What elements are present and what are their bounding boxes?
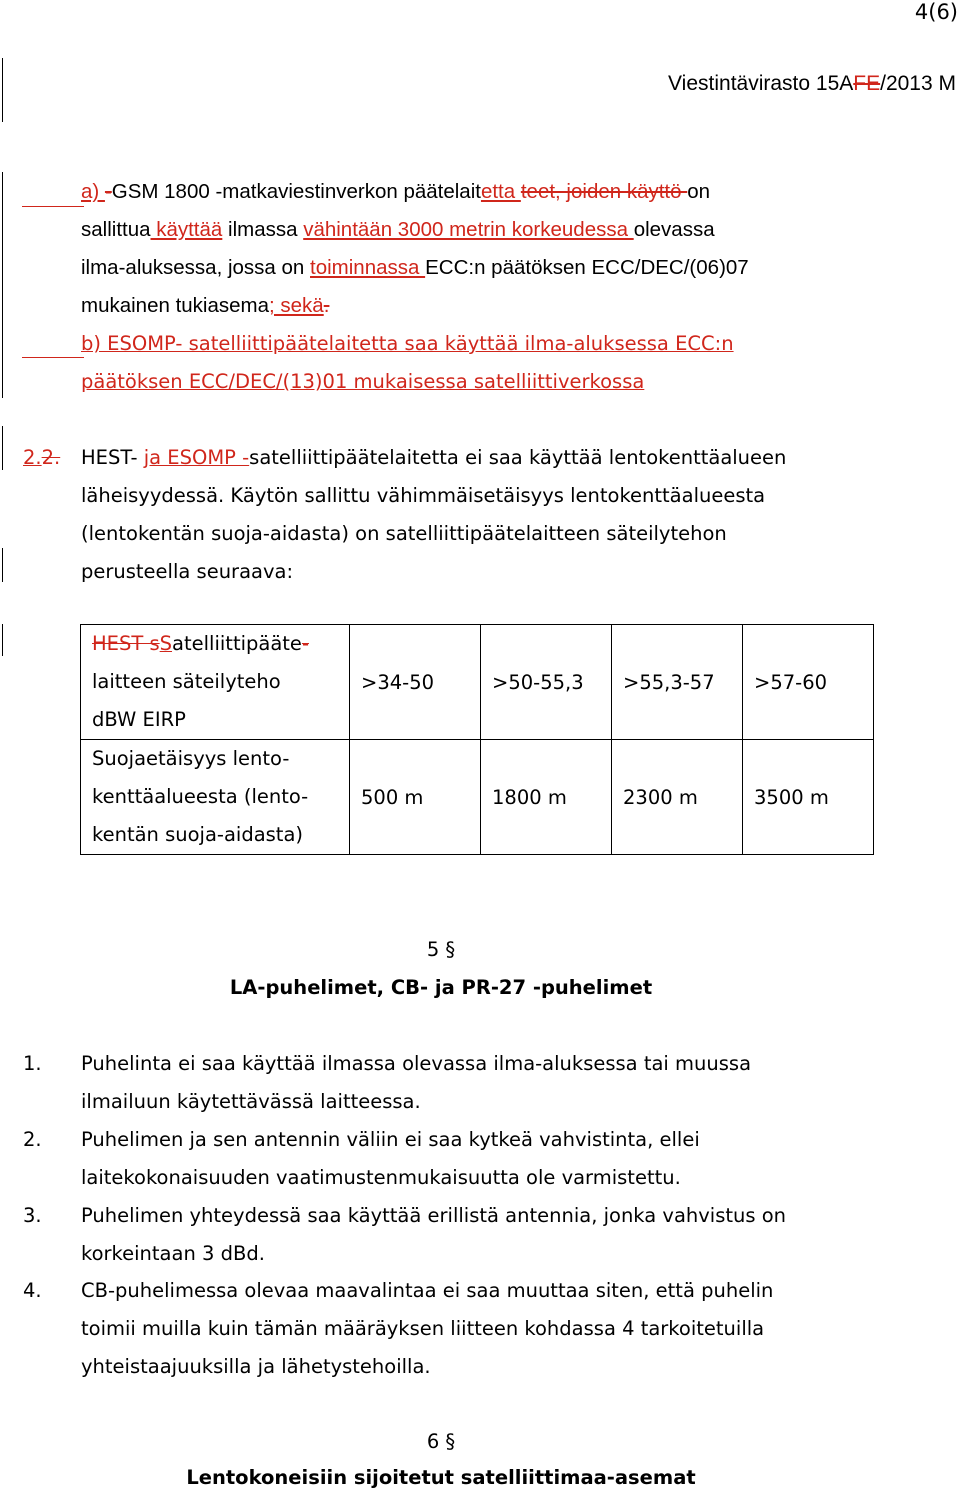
table-row <box>81 740 874 855</box>
list-item-line: Puhelinta ei saa käyttää ilmassa olevassa ilma-aluksessa tai muussa <box>81 1052 752 1075</box>
section-6-number: 6 § <box>426 1430 456 1453</box>
page-number: 4(6) <box>914 0 958 24</box>
section-5-title: LA-puhelimet, CB- ja PR-27 -puhelimet <box>229 976 653 999</box>
paragraph-2-line-4: perusteella seuraava: <box>81 560 294 583</box>
list-item-line: ilmailuun käytettävässä laitteessa. <box>81 1090 421 1113</box>
table-cell: 1800 m <box>481 740 612 855</box>
table-header-distance: Suojaetäisyys lento- kenttäalueesta (lento- kentän suoja-aidasta) <box>81 740 350 855</box>
list-item-line: Puhelimen yhteydessä saa käyttää erillistä antennia, jonka vahvistus on <box>81 1204 787 1227</box>
paragraph-2-line-2: läheisyydessä. Käytön sallittu vähimmäisetäisyys lentokenttäalueesta <box>81 484 766 507</box>
table-header-power: HEST sSatelliittipääte- laitteen säteilyteho dBW EIRP <box>81 625 350 740</box>
section-5-number: 5 § <box>426 938 456 961</box>
list-item-number: 1. <box>23 1052 42 1075</box>
section-6-title: Lentokoneisiin sijoitetut satelliittimaa-asemat <box>186 1466 696 1489</box>
change-bar <box>2 624 3 656</box>
insertion-underline <box>22 206 84 207</box>
table-cell: >55,3-57 <box>612 625 743 740</box>
document-reference: Viestintävirasto 15AFE/2013 M <box>668 72 956 95</box>
insertion-underline <box>22 357 84 358</box>
table-cell: >34-50 <box>350 625 481 740</box>
list-item-number: 4. <box>23 1279 42 1302</box>
item-a-line-2: sallittua käyttää ilmassa vähintään 3000 metrin korkeudessa olevassa <box>81 218 715 241</box>
table-cell: 3500 m <box>743 740 874 855</box>
paragraph-2-line-3: (lentokentän suoja-aidasta) on satelliittipäätelaitteen säteilytehon <box>81 522 727 545</box>
paragraph-number: 2.2. <box>23 446 61 469</box>
table-cell: >57-60 <box>743 625 874 740</box>
item-b-line-1: b) ESOMP- satelliittipäätelaitetta saa käyttää ilma-aluksessa ECC:n <box>81 332 734 355</box>
table-cell: 500 m <box>350 740 481 855</box>
item-a-line-3: ilma-aluksessa, jossa on toiminnassa ECC:n päätöksen ECC/DEC/(06)07 <box>81 256 749 279</box>
list-item-line: laitekokonaisuuden vaatimustenmukaisuutta ole varmistettu. <box>81 1166 681 1189</box>
item-b-line-2: päätöksen ECC/DEC/(13)01 mukaisessa satelliittiverkossa <box>81 370 645 393</box>
list-item-number: 2. <box>23 1128 42 1151</box>
change-bar <box>2 548 3 582</box>
change-bar <box>2 58 3 122</box>
list-item-line: korkeintaan 3 dBd. <box>81 1242 265 1265</box>
list-item-line: CB-puhelimessa olevaa maavalintaa ei saa muuttaa siten, että puhelin <box>81 1279 774 1302</box>
list-item-line: Puhelimen ja sen antennin väliin ei saa kytkeä vahvistinta, ellei <box>81 1128 700 1151</box>
distance-table <box>80 624 874 855</box>
list-item-number: 3. <box>23 1204 42 1227</box>
item-a-line-1: a) -GSM 1800 -matkaviestinverkon päätelaitetta teet, joiden käyttö on <box>81 180 711 203</box>
paragraph-2-line-1: HEST- ja ESOMP -satelliittipäätelaitetta ei saa käyttää lentokenttäalueen <box>81 446 787 469</box>
list-item-line: yhteistaajuuksilla ja lähetystehoilla. <box>81 1355 431 1378</box>
change-bar <box>2 172 3 398</box>
list-item-line: toimii muilla kuin tämän määräyksen liitteen kohdassa 4 tarkoitetuilla <box>81 1317 765 1340</box>
table-cell: >50-55,3 <box>481 625 612 740</box>
table-cell: 2300 m <box>612 740 743 855</box>
item-a-line-4: mukainen tukiasema; sekä. <box>81 294 330 317</box>
change-bar <box>2 426 3 470</box>
table-row <box>81 625 874 740</box>
